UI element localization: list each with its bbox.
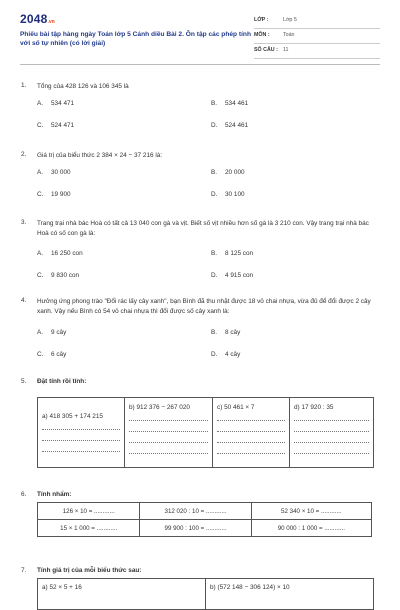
option-b[interactable]: B. 8 cây — [211, 329, 241, 336]
question-text: Giá trị của biểu thức 2 384 × 24 − 37 216 là: — [37, 152, 163, 159]
option-b[interactable]: B. 534 461 — [211, 100, 249, 107]
question-text: Trang trại nhà bác Hoà có tất cả 13 040 con gà và vịt. Biết số vịt nhiều hơn số gà là 3 210 con. Vậy trang trại nhà bác Hoà có số con gà là: — [37, 220, 369, 237]
table-row — [38, 520, 372, 537]
question-text: Tổng của 428 126 và 106 345 là — [37, 83, 129, 90]
calc-cell-c[interactable]: c) 50 461 × 7 — [213, 398, 290, 467]
meta-subject: MÔN : Toán — [254, 29, 380, 44]
calc-cell-a[interactable]: a) 418 305 + 174 215 — [38, 398, 125, 467]
option-c[interactable]: C. 6 cây — [37, 351, 67, 358]
expression-cell-a[interactable]: a) 52 × 5 + 16 — [38, 579, 206, 609]
table-cell[interactable]: 99 900 : 100 = ............ — [140, 520, 251, 537]
calc-cell-d[interactable]: d) 17 920 : 35 — [290, 398, 373, 467]
calculation-grid — [37, 397, 374, 468]
question-5-title: Đặt tính rồi tính: — [37, 378, 87, 385]
meta-class: LỚP : Lớp 5 — [254, 14, 380, 29]
document-title: Phiếu bài tập hàng ngày Toán lớp 5 Cánh diều Bài 2. Ôn tập các phép tính với số tự nhiên (có lời giải) — [20, 31, 251, 47]
meta-count: SỐ CÂU : 11 — [254, 44, 380, 59]
option-a[interactable]: A. 534 471 — [37, 100, 75, 107]
option-b[interactable]: B. 8 125 con — [211, 250, 254, 257]
option-b[interactable]: B. 20 000 — [211, 169, 245, 176]
header-divider — [20, 64, 380, 65]
option-d[interactable]: D. 4 915 con — [211, 272, 254, 279]
option-d[interactable]: D. 30 100 — [211, 191, 245, 198]
table-cell[interactable]: 52 340 × 10 = ............ — [251, 503, 371, 520]
table-cell[interactable]: 90 000 : 1 000 = ............ — [251, 520, 371, 537]
brand-suffix: .vn — [47, 19, 55, 25]
option-c[interactable]: C. 9 830 con — [37, 272, 80, 279]
table-cell[interactable]: 15 × 1 000 = ............ — [38, 520, 140, 537]
question-6-title: Tính nhẩm: — [37, 491, 72, 498]
meta-box — [254, 14, 380, 59]
question-7-number: 7. — [21, 567, 27, 574]
mental-math-table — [37, 502, 372, 537]
option-a[interactable]: A. 16 250 con — [37, 250, 83, 257]
option-a[interactable]: A. 30 000 — [37, 169, 71, 176]
table-cell[interactable]: 126 × 10 = ............ — [38, 503, 140, 520]
table-row — [38, 503, 372, 520]
question-7-title: Tính giá trị của mỗi biểu thức sau: — [37, 567, 142, 574]
question-6-number: 6. — [21, 491, 27, 498]
option-d[interactable]: D. 524 461 — [211, 122, 249, 129]
option-a[interactable]: A. 9 cây — [37, 329, 67, 336]
calc-cell-b[interactable]: b) 912 376 − 267 020 — [125, 398, 213, 467]
question-5-number: 5. — [21, 378, 27, 385]
option-d[interactable]: D. 4 cây — [211, 351, 241, 358]
question-text: Hưởng ứng phong trào "Đổi rác lấy cây xanh", bạn Bình đã thu nhặt được 18 vỏ chai nhựa, vừa đủ để đổi được 2 cây xanh. Vậy nếu Bình có 54 vỏ chai nhựa thì đổi được số cây xanh là: — [37, 298, 371, 315]
brand-logo — [20, 12, 55, 26]
brand-name: 2048 — [20, 12, 48, 26]
expression-grid — [37, 578, 374, 610]
table-cell[interactable]: 312 020 : 10 = ............ — [140, 503, 251, 520]
option-c[interactable]: C. 524 471 — [37, 122, 75, 129]
expression-cell-b[interactable]: b) (572 148 − 306 124) × 10 — [210, 584, 290, 591]
option-c[interactable]: C. 19 900 — [37, 191, 71, 198]
